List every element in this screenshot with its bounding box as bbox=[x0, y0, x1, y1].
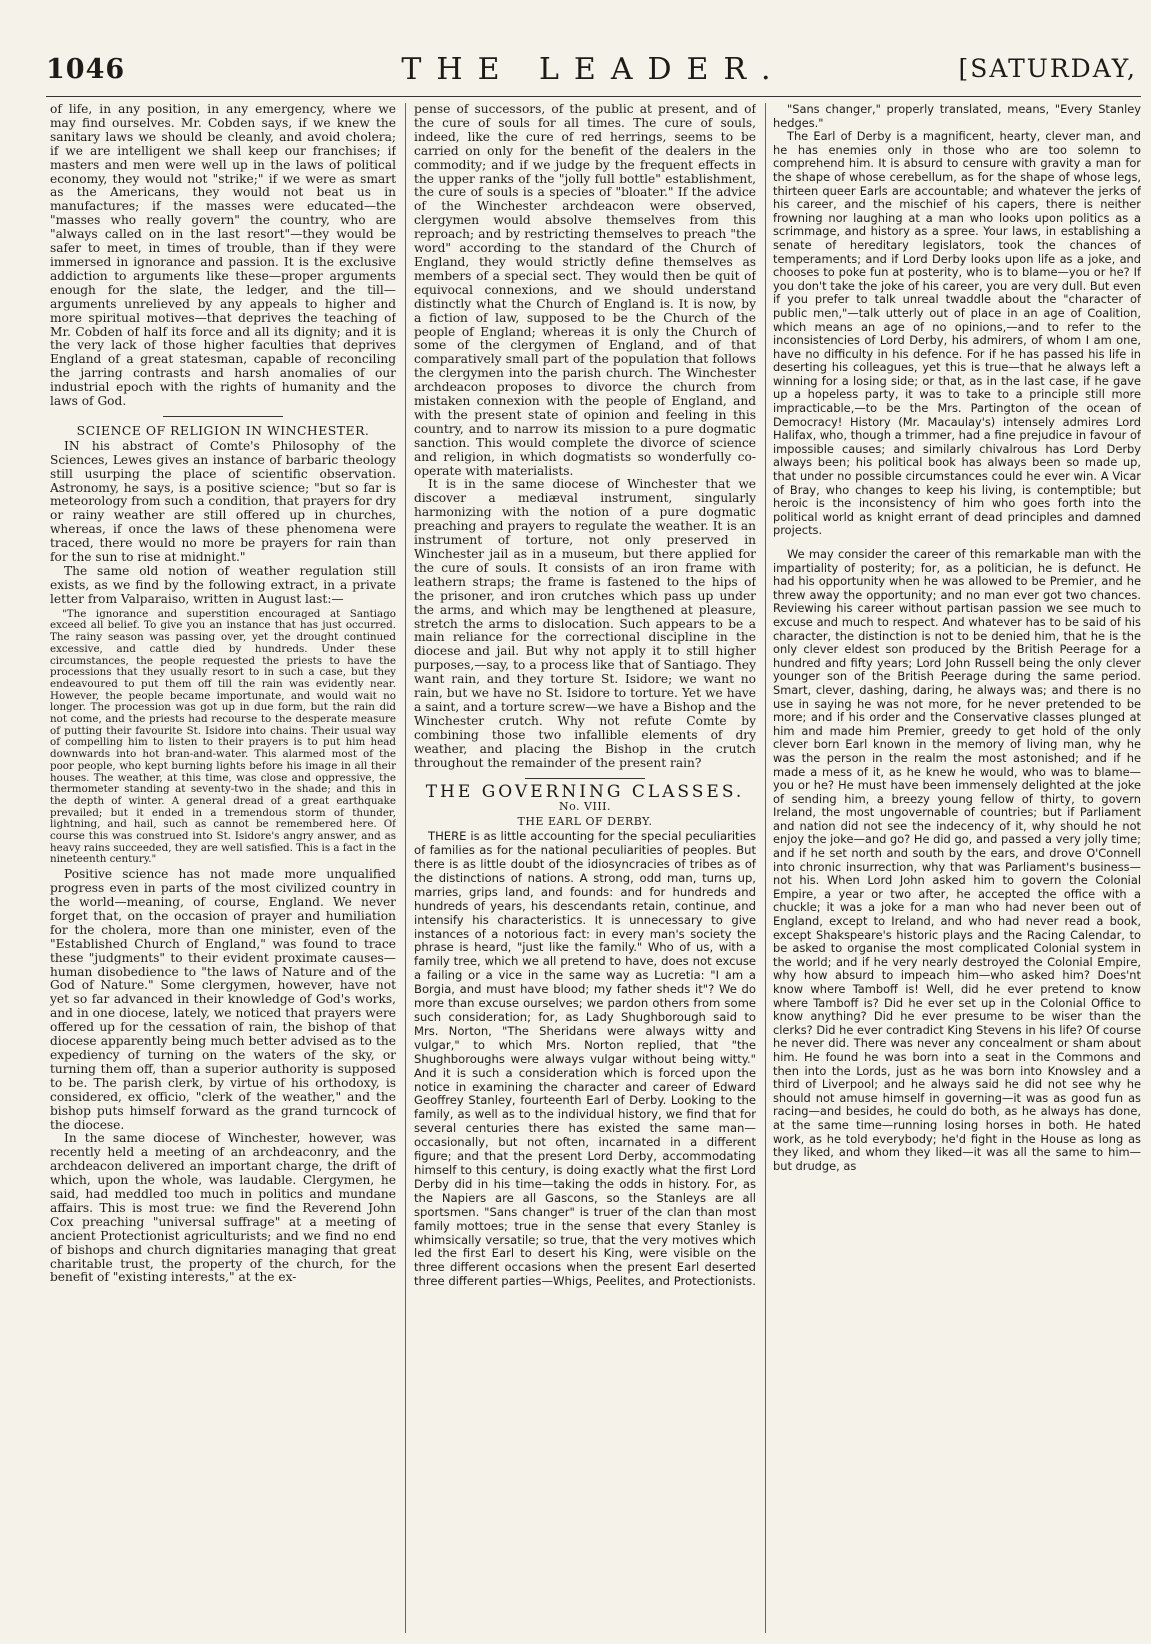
article-subtitle: THE EARL OF DERBY. bbox=[517, 815, 653, 829]
paragraph: "Sans changer," properly translated, means, "Every Stanley hedges." bbox=[773, 103, 1141, 130]
column-rule bbox=[405, 103, 406, 1633]
column-1 bbox=[50, 103, 396, 1633]
section-heading: SCIENCE OF RELIGION IN WINCHESTER. bbox=[76, 422, 370, 438]
paragraph: We may consider the career of this remarkable man with the impartiality of posterity; for, as a politician, he is defunct. He had his opportunity when he was allowed to be Premier, and he threw away the opportunity; and no man ever got two chances. Reviewing his career without partisan passion we see much to excuse and much to respect. And whatever has to be said of his character, the distinction is not to be denied him, that he is the only clever eldest son produced by the British Peerage for a hundred and fifty years; Lord John Russell being the only clever younger son of the British Peerage during the same period. Smart, clever, dashing, daring, he always was; and there is no use in saying he was not more, for he never pretended to be more; and if his order and the Conservative classes plunged at him and made him Premier, greedy to get hold of the only clever born Earl known in the memory of living man, why he was the person in the realm the most astonished; and if he made a mess of it, as he knew he would, who was to blame—you or he? He must have been immensely delighted at the joke of sending him, a breezy young fellow of thirty, to govern Ireland, the most ungovernable of countries; but if Parliament and nation did not see the indecency of it, why should he not enjoy the joke—and go? He did go, and passed a very jolly time; and if he set north and south by the ears, and drove O'Connell into chronic insurrection, why that was Parliament's business—not his. When Lord John asked him to govern the Colonial Empire, a year or two after, he accepted the office with a chuckle; it was a joke for a man who had never been out of England, except to Ireland, and who had never read a book, except Shakspeare's historic plays and the Racing Calendar, to be asked to organise the most complicated Colonial system in the world; and if he very nearly destroyed the Colonial Empire, why how absurd to impeach him—who asked him? Does'nt know where Tamboff is! Well, did he ever pretend to know where Tamboff is? Did he ever set up in the Colonial Office to know anything? Did he ever presume to be wiser than the clerks? Did he ever contradict King Stevens in his life? Of course he never did. There was never any concealment or sham about him. He found he was born into a seat in the Commons and then into the Lords, just as he was born into Knowsley and a third of Liverpool; and he always said he did not see why he should not amuse himself in governing—it was as good fun as racing—and besides, he could do both, as he always has done, at the same time—running losing horses in both. He hated work, as he told everybody; he'd fight in the House as long as they liked, and whom they liked—it was all the same to him—but drudge, as bbox=[773, 547, 1141, 1173]
paragraph: It is in the same diocese of Winchester that we discover a mediæval instrument, singularly harmonizing with the notion of a pure dogmatic preaching and prayers to regulate the weather. It is an instrument of torture, not only preserved in Winchester jail as in a museum, but there applied for the cure of souls. It consists of an iron frame with leathern straps; the frame is fastened to the hips of the prisoner, and iron crutches which pass up under the arms, and which may be lengthened at pleasure, stretch the arms to dislocation. Such appears to be a main reliance for the correctional discipline in the diocese and jail. But why not apply it to still higher purposes,—say, to a process like that of Santiago. They want rain, and they torture St. Isidore; we want no rain, but we have no St. Isidore to torture. Yet we have a saint, and a torture screw—we have a Bishop and the Winchester crutch. Why not refute Comte by combining those two infallible elements of dry weather, and placing the Bishop in the crutch throughout the remainder of the present rain? bbox=[414, 477, 756, 770]
column-rule bbox=[765, 103, 766, 1633]
masthead-rule bbox=[46, 96, 1141, 97]
paragraph: THERE is as little accounting for the special peculiarities of families as for the national peculiarities of peoples. But there is as little doubt of the idiosyncracies of tribes as of the distinctions of nations. A strong, odd man, turns up, marries, grips land, and founds: and for hundreds and hundreds of years, his descendants retain, continue, and intensify his characteristics. It is unnecessary to give instances of a notorious fact: in every man's society the phrase is heard, "just like the family." Who of us, with a family tree, which we all pretend to have, does not excuse a failing or a vice in the same way as Lucretia: "I am a Borgia, and must have blood; my father sheds it"? We do more than excuse ourselves; we pardon others from some such consideration; for, as Lady Shughborough said to Mrs. Norton, "The Sheridans were always witty and vulgar," to which Mrs. Norton replied, that "the Shughboroughs were always vulgar without being witty." And it is such a consideration which is forced upon the notice in examining the character and career of Edward Geoffrey Stanley, fourteenth Earl of Derby. Looking to the family, as well as to the individual history, we find that for several centuries there has existed the same man—occasionally, but not often, incarnated in a different figure; and that the present Lord Derby, accommodating himself to this century, is doing exactly what the first Lord Derby did in his time—taking the odds in history. For, as the Napiers are all Gascons, so the Stanleys are all sportsmen. "Sans changer" is truer of the clan than most family mottoes; true in the sense that every Stanley is whimsically versatile; so true, that the very motives which led the first Earl to desert his King, were visible on the three different occasions when the present Earl deserted three different parties—Whigs, Peelites, and Protectionists. bbox=[414, 829, 756, 1289]
paragraph: The same old notion of weather regulation still exists, as we find by the following extract, in a private letter from Valparaiso, written in August last:— bbox=[50, 564, 396, 606]
section-divider bbox=[163, 416, 283, 417]
masthead bbox=[46, 52, 1141, 88]
issue-day: [SATURDAY, bbox=[958, 54, 1137, 83]
article-number: No. VIII. bbox=[558, 800, 612, 814]
paragraph: In the same diocese of Winchester, however, was recently held a meeting of an archdeaconry, and the archdeacon delivered an important charge, the drift of which, upon the whole, was laudable. Clergymen, he said, had meddled too much in politics and mundane affairs. This is most true: we find the Reverend John Cox preaching "universal suffrage" at a meeting of ancient Protectionist agriculturists; and we find no end of bishops and church dignitaries managing that great charitable trust, the property of the church, for the benefit of "existing interests," at the ex- bbox=[50, 1131, 396, 1285]
paragraph: IN his abstract of Comte's Philosophy of the Sciences, Lewes gives an instance of barbaric theology still usurping the place of scientific observation. Astronomy, he says, is a positive science; "but so far is meteorology from such a condition, that prayers for dry or rainy weather are still offered up in churches, whereas, if once the laws of these phenomena were traced, there would no more be prayers for rain than for the sun to rise at midnight." bbox=[50, 438, 396, 565]
paragraph: pense of successors, of the public at present, and of the cure of souls for all times. The cure of souls, indeed, like the cure of red herrings, seems to be carried on only for the benefit of the dealers in the commodity; and if we judge by the frequent effects in the upper ranks of the "jolly full bottle" establishment, the cure of souls is a species of "bloater." If the advice of the Winchester archdeacon were observed, clergymen would absolve themselves from this reproach; and by restricting themselves to preach "the word" according to the standard of the Church of England, they would strictly define themselves as members of a special sect. They would then be quit of equivocal connexions, and we should understand distinctly what the Church of England is. It is now, by a fiction of law, supposed to be the Church of the people of England; whereas it is only the Church of some of the clergymen of England, and of that comparatively small part of the population that follows the clergymen into the parish church. The Winchester archdeacon proposes to divorce the church from mistaken connexion with the people of England, and with the present state of opinion and feeling in this country, and to narrow its mission to a pure dogmatic sanction. This would complete the divorce of science and religion, in which dogmatists so wonderfully co-operate with materialists. bbox=[414, 103, 756, 478]
paragraph: The Earl of Derby is a magnificent, hearty, clever man, and he has enemies only in those who are too solemn to comprehend him. It is absurd to censure with gravity a man for the shape of whose cerebellum, as for the shape of whose legs, thirteen queer Earls are accountable; and whatever the jerks of his career, and the mischief of his capers, there is neither frowning nor laughing at a man who looks upon politics as a scrimmage, and history as a spree. Your laws, in establishing a senate of hereditary legislators, took the chances of temperaments; and if Lord Derby looks upon life as a joke, and chooses to poke fun at posterity, who is to blame—you or he? If you don't take the joke of his career, you are very dull. But even if you prefer to talk unreal twaddle about the "character of public men,"—talk utterly out of place in an age of Coalition, which means an age of no opinions,—and to refer to the inconsistencies of Lord Derby, his admirers, of whom I am one, have no difficulty in his defence. For if he has passed his life in deserting his colleagues, yet this is true—that he always left a winning for a losing side; or that, as in the last case, if he gave up a hopeless party, it was to take to a principle still more impracticable,—to be the Mrs. Partington of the ocean of Democracy! History (Mr. Macaulay's) intensely admires Lord Halifax, who, though a trimmer, had a fine prejudice in favour of impossible causes; and similarly chivalrous has Lord Derby always been; his political book has always been so made up, that under no possible circumstances could he ever win. A Vicar of Bray, who changes to keep his living, is contemptible; but heroic is the inconsistency of him who goes forth into the political world as knight errant of dead principles and damned projects. bbox=[773, 129, 1141, 538]
page-number: 1046 bbox=[46, 54, 126, 85]
article-title: THE GOVERNING CLASSES. bbox=[425, 781, 745, 802]
section-divider bbox=[525, 778, 645, 779]
newspaper-title: THE LEADER. bbox=[401, 52, 786, 87]
column-2 bbox=[414, 103, 756, 1633]
paragraph: of life, in any position, in any emergency, where we may find ourselves. Mr. Cobden says, if we knew the sanitary laws we should be cleanly, and avoid cholera; if we are intelligent we shall keep our franchises; if masters and men were well up in the laws of political economy, they would not "strike;" if we were as smart as the Americans, they would not beat us in manufactures; if the masses were educated—the "masses who really govern" the country, who are "always called on in the last resort"—they would be safer to meet, in times of trouble, than if they were immersed in ignorance and passion. It is the exclusive addiction to arguments like these—proper arguments enough for the slate, the ledger, and the till—arguments unrelieved by any appeals to higher and more spiritual motives—that deprives the teaching of Mr. Cobden of half its force and all its dignity; and it is the very lack of those higher faculties that deprives England of a great statesman, capable of reconciling the jarring contrasts and harsh anomalies of our industrial epoch with the rights of humanity and the laws of God. bbox=[50, 103, 396, 409]
column-3 bbox=[773, 103, 1141, 1633]
paragraph: Positive science has not made more unqualified progress even in parts of the most civilized country in the world—meaning, of course, England. We never forget that, on the occasion of prayer and humiliation for the cholera, more than one minister, even of the "Established Church of England," was found to trace these "judgments" to their evident proximate causes—human disobedience to "the laws of Nature and of the God of Nature." Some clergymen, however, have not yet so far advanced in their knowledge of God's works, and in one diocese, lately, we noticed that prayers were offered up for the cessation of rain, the bishop of that diocese apparently being much better advised as to the expediency of turning on the waters of the sky, or turning them off, than a superior authority is supposed to be. The parish clerk, by virtue of his orthodoxy, is considered, ex officio, "clerk of the weather," and the bishop puts himself forward as the grand turncock of the diocese. bbox=[50, 867, 396, 1132]
block-quote: "The ignorance and superstition encouraged at Santiago exceed all belief. To give you an instance that has just occurred. The rainy season was passing over, yet the drought continued excessive, and cattle died by hundreds. Under these circumstances, the people requested the priests to have the processions that they usually resort to in such a case, but they endeavoured to put them off till the rain was evidently near. However, the people became importunate, and would wait no longer. The procession was got up in due form, but the rain did not come, and the priests had recourse to the desperate measure of putting their favourite St. Isidore into chains. Their usual way of compelling him to listen to their prayers is to put him head downwards into hot bran-and-water. This alarmed most of the poor people, who kept burning lights before his image in all their houses. The weather, at this time, was close and oppressive, the thermometer standing at seventy-two in the shade; and this in the depth of winter. A general dread of a great earthquake prevailed; but it ended in a tremendous storm of thunder, lightning, and hail, such as cannot be remembered here. Of course this was construed into St. Isidore's angry answer, and as heavy rains succeeded, they are well satisfied. This is a fact in the nineteenth century." bbox=[50, 607, 396, 866]
